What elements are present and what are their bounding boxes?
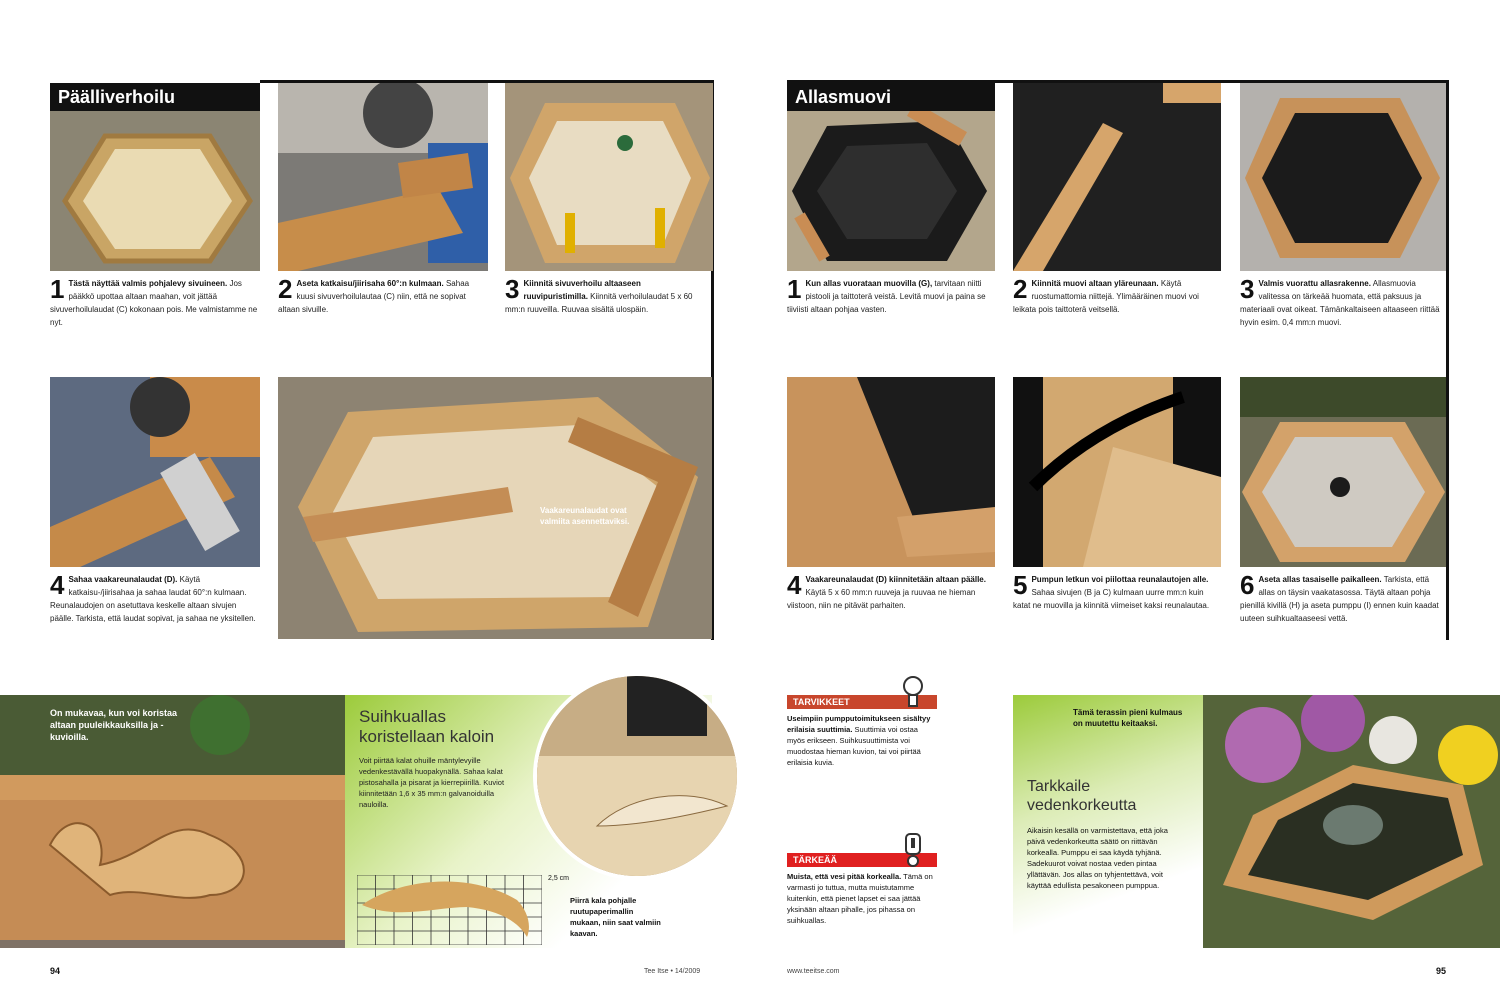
left-step-3 [505, 274, 705, 316]
step-text: Käytä 5 x 60 mm:n ruuveja ja ruuvaa ne hieman viistoon, niin ne pitävät parhaiten. [787, 588, 976, 610]
water-level-text: Aikaisin kesällä on varmistettava, että joka päivä vedenkorkeutta säätö on riittävän korkealla. Pumppu ei saa käydä tyhjänä. Sadekuurot voivat nostaa veden pintaa yllättävän. Jos allas on tyhjentettävä, voit käyttää edullista pesakoneen pumppua. [1027, 826, 1168, 890]
step-number: 1 [50, 274, 65, 304]
left-step-1 [50, 274, 260, 329]
liner-step3-photo [1240, 83, 1446, 271]
step-text: Sahaa sivujen (B ja C) kulmaan uurre mm:n kuin katat ne muovilla ja kiinnitä viimeiset kaksi reunalautaa. [1013, 588, 1210, 610]
step-bold: Pumpun letkun voi piilottaa reunalautojen alle. [1031, 575, 1209, 584]
photo-overlay-caption: Vaakareunalaudat ovat valmiita asennettaviksi. [540, 506, 630, 526]
step-bold: Vaakareunalaudat (D) kiinnitetään altaan päälle. [805, 575, 986, 584]
liner-step1-photo [787, 111, 995, 271]
step-bold: Kiinnitä sivuverhoilu altaaseen ruuvipuristimilla. [523, 279, 641, 301]
step-bold: Aseta katkaisu/jiirisaha 60°:n kulmaan. [296, 279, 444, 288]
step-bold: Valmis vuorattu allasrakenne. [1258, 279, 1371, 288]
nozzle-icon [900, 676, 926, 708]
step-text: tarvitaan niitti pistooli ja taittoterä veistä. Levitä muovi ja paina se tiiviisti altaan pohjaa vasten. [787, 279, 986, 314]
tarkeaa-header: TÄRKEÄÄ [787, 853, 937, 867]
page-number-left: 94 [50, 966, 61, 976]
wooden-box-photo [0, 695, 345, 948]
step-number: 4 [787, 570, 802, 600]
left-section-title: Päälliverhoilu [50, 83, 260, 111]
step-bold: Kun allas vuorataan muovilla (G), [805, 279, 933, 288]
step4-photo [50, 377, 260, 567]
fish-pattern-grid [357, 875, 542, 945]
fish-sidebar-text: Voit piirtää kalat ohuille mäntylevyille vedenkestävällä huopakynällä. Sahaa kalat pistosahalla ja pisarat ja kierrepiirillä. Kuviot kiinnitetään 1,6 x 35 mm:n galvanoiduilla nauloilla. [359, 756, 505, 809]
step-number: 3 [505, 274, 520, 304]
right-page-divider [1446, 80, 1449, 640]
step2-photo [278, 83, 488, 271]
tarvikkeet-header: TARVIKKEET [787, 695, 937, 709]
left-step-4 [50, 570, 260, 625]
step-text: Kiinnitä verhoilulaudat 5 x 60 mm:n ruuveilla. Ruuvaa sisältä ulospäin. [505, 292, 693, 314]
tarvikkeet-text: Suuttimia voi ostaa myös erikseen. Suihkusuuttimista voi muodostaa hieman kuvion, tai voi piirtää erilaisia kuvia. [787, 725, 921, 767]
step-number: 4 [50, 570, 65, 600]
liner-step4-photo [787, 377, 995, 567]
tarkeaa-bold: Muista, että vesi pitää korkealla. [787, 872, 902, 881]
step-bold: Kiinnitä muovi altaan yläreunaan. [1031, 279, 1159, 288]
right-step-6 [1240, 570, 1445, 625]
right-step-3 [1240, 274, 1440, 329]
step-text: Jos pääkkö upottaa altaan maahan, voit jättää sivuverhoilulaudat (C) kokonaan pois. Me valmistamme ne nyt. [50, 279, 258, 327]
right-step-4 [787, 570, 995, 612]
left-step-2 [278, 274, 488, 316]
tarkeaa-text: Tämä on varmasti jo tuttua, mutta muistutamme kuitenkin, että pienet lapset ei saa jättää yksinään altaan pihalle, jos pihassa on suihkuallas. [787, 872, 933, 925]
water-level-title: Tarkkaile vedenkorkeutta [1027, 778, 1137, 814]
page-number-right: 95 [1436, 966, 1447, 976]
liner-step2-photo [1013, 83, 1221, 271]
step3-photo [505, 83, 713, 271]
right-step-1 [787, 274, 995, 316]
grid-scale-label: 2,5 cm [548, 875, 570, 882]
step-bold: Sahaa vaakareunalaudat (D). [68, 575, 178, 584]
magazine-url: www.teeitse.com [787, 968, 840, 975]
water-level-bold: Tämä terassin pieni kulmaus on muutettu keitaaksi. [1073, 708, 1183, 728]
step-text: Sahaa kuusi sivuverhoilulautaa (C) niin, että ne sopivat altaan sivuille. [278, 279, 470, 314]
box-photo-caption: On mukavaa, kun voi koristaa altaan puuleikkauksilla ja -kuvioilla. [50, 708, 178, 742]
step1-photo [50, 111, 260, 271]
large-hexagon-photo [278, 377, 712, 639]
magazine-issue: Tee Itse • 14/2009 [644, 968, 701, 975]
tarvikkeet-bold: Useimpiin pumpputoimitukseen sisältyy erilaisia suuttimia. [787, 714, 931, 734]
right-step-2 [1013, 274, 1221, 316]
warning-icon [900, 832, 926, 868]
step-number: 2 [1013, 274, 1028, 304]
right-section-title: Allasmuovi [787, 83, 995, 111]
step-text: Käytä katkaisu-/jiirisahaa ja sahaa laudat 60°:n kulmaan. Reunalaudojen on asetuttava keskelle altaan sivujen päälle. Tarkista, että laudat sopivat, ja sahaa ne yksitellen. [50, 575, 256, 623]
grid-caption: Piirrä kala pohjalle ruutupaperimallin mukaan, niin saat valmiin kaavan. [570, 896, 661, 938]
step-number: 5 [1013, 570, 1028, 600]
step-number: 1 [787, 274, 802, 304]
fish-sidebar-title: Suihkuallas koristellaan kaloin [359, 707, 495, 746]
finished-pond-photo [1203, 695, 1500, 948]
right-step-5 [1013, 570, 1221, 612]
step-number: 6 [1240, 570, 1255, 600]
water-level-box [1013, 695, 1203, 948]
liner-step5-photo [1013, 377, 1221, 567]
step-bold: Tästä näyttää valmis pohjalevy sivuineen. [68, 279, 228, 288]
step-number: 3 [1240, 274, 1255, 304]
step-text: Tarkista, että allas on täysin vaakatasossa. Täytä altaan pohja pienillä kivillä (H) ja aseta pumppu (I) ennen kuin kaadat uuteen suihkualtaaseesi vettä. [1240, 575, 1439, 623]
step-number: 2 [278, 274, 293, 304]
liner-step6-photo [1240, 377, 1446, 567]
step-text: Käytä ruostumattomia niittejä. Ylimääräinen muovi voi leikata pois taittoterä veitsellä. [1013, 279, 1199, 314]
jigsaw-circle-photo [533, 672, 741, 880]
step-bold: Aseta allas tasaiselle paikalleen. [1258, 575, 1382, 584]
step-text: Allasmuovia valitessa on tärkeää huomata, että paksuus ja materiaali ovat oikeat. Tämänkaltaiseen altaaseen riittää hyvin esim. 0,4 mm:n muovi. [1240, 279, 1440, 327]
